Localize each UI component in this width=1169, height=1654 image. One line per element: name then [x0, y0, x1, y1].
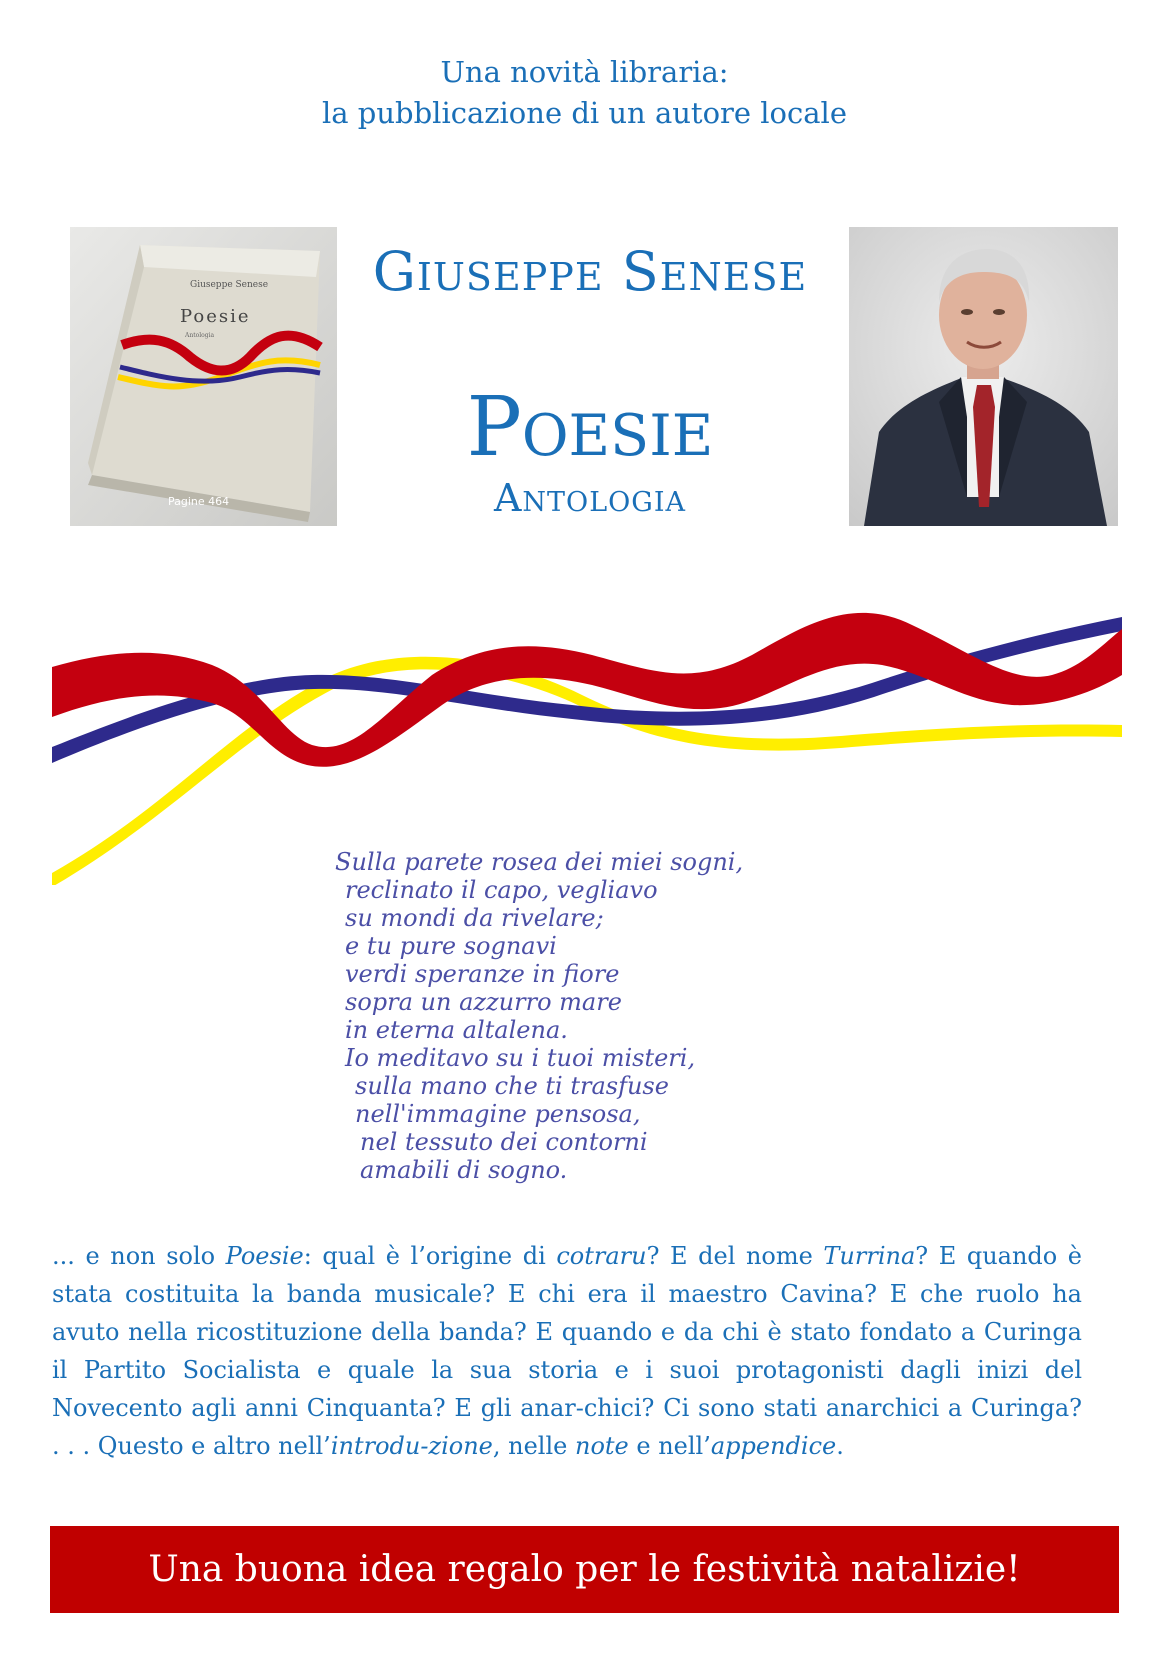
cover-author-text: Giuseppe Senese [190, 280, 269, 290]
description-italic: cotraru [556, 1242, 647, 1270]
poem-line: Sulla parete rosea dei miei sogni, [335, 848, 744, 876]
book-subtitle: Antologia [493, 476, 686, 520]
poem-line: sulla mano che ti trasfuse [355, 1072, 669, 1100]
intro-line-1: Una novità libraria: [440, 55, 729, 89]
book-title: Poesie [466, 380, 714, 475]
intro-heading [0, 52, 1169, 134]
poem-line: su mondi da rivelare; [345, 904, 604, 932]
poem-line: reclinato il capo, vegliavo [345, 876, 658, 904]
description-text: e nell’ [628, 1432, 711, 1460]
description-italic: introdu-zione [330, 1432, 493, 1460]
description-text: ? E del nome [646, 1242, 824, 1270]
poem-line: amabili di sogno. [360, 1156, 568, 1184]
poem-line: sopra un azzurro mare [345, 988, 622, 1016]
handwritten-poem [330, 840, 890, 1190]
description-text: ... e non solo [52, 1242, 226, 1270]
gift-banner: Una buona idea regalo per le festività natalizie! [50, 1526, 1119, 1613]
poem-line: nell'immagine pensosa, [355, 1100, 641, 1128]
poem-line: Io meditavo su i tuoi misteri, [345, 1044, 696, 1072]
poem-line: e tu pure sognavi [345, 932, 557, 960]
description-italic: Poesie [225, 1242, 304, 1270]
poem-line: in eterna altalena. [345, 1016, 568, 1044]
cover-title-text: Poesie [180, 306, 251, 327]
description-italic: note [574, 1432, 629, 1460]
description-text: , nelle [492, 1432, 575, 1460]
description-paragraph [52, 1237, 1082, 1465]
author-name: Giuseppe Senese [372, 240, 808, 303]
red-wave [52, 613, 1122, 767]
intro-line-2: la pubblicazione di un autore locale [322, 96, 847, 130]
description-text: ? E quando è stata costituita la banda musicale? E chi era il maestro Cavina? E che ruolo ha avuto nella ricostituzione della banda? E quando e da chi è stato fondato a Curinga il Partito Socialista e quale la sua storia e i suoi protagonisti dagli inizi del Novecento agli anni Cinquanta? E gli anar-chici? Ci sono stati anarchici a Curinga? . . . Questo e altro nell’ [52, 1242, 1083, 1460]
book-cover-image [70, 227, 337, 526]
description-text: : qual è l’origine di [303, 1242, 557, 1270]
description-italic: appendice [710, 1432, 837, 1460]
author-portrait [849, 227, 1118, 526]
cover-subtitle-text: Antologia [185, 332, 215, 339]
poem-line: verdi speranze in fiore [345, 960, 620, 988]
poem-line: nel tessuto dei contorni [360, 1128, 648, 1156]
description-text: . [836, 1432, 844, 1460]
pages-label: Pagine 464 [168, 495, 230, 508]
description-italic: Turrina [823, 1242, 916, 1270]
